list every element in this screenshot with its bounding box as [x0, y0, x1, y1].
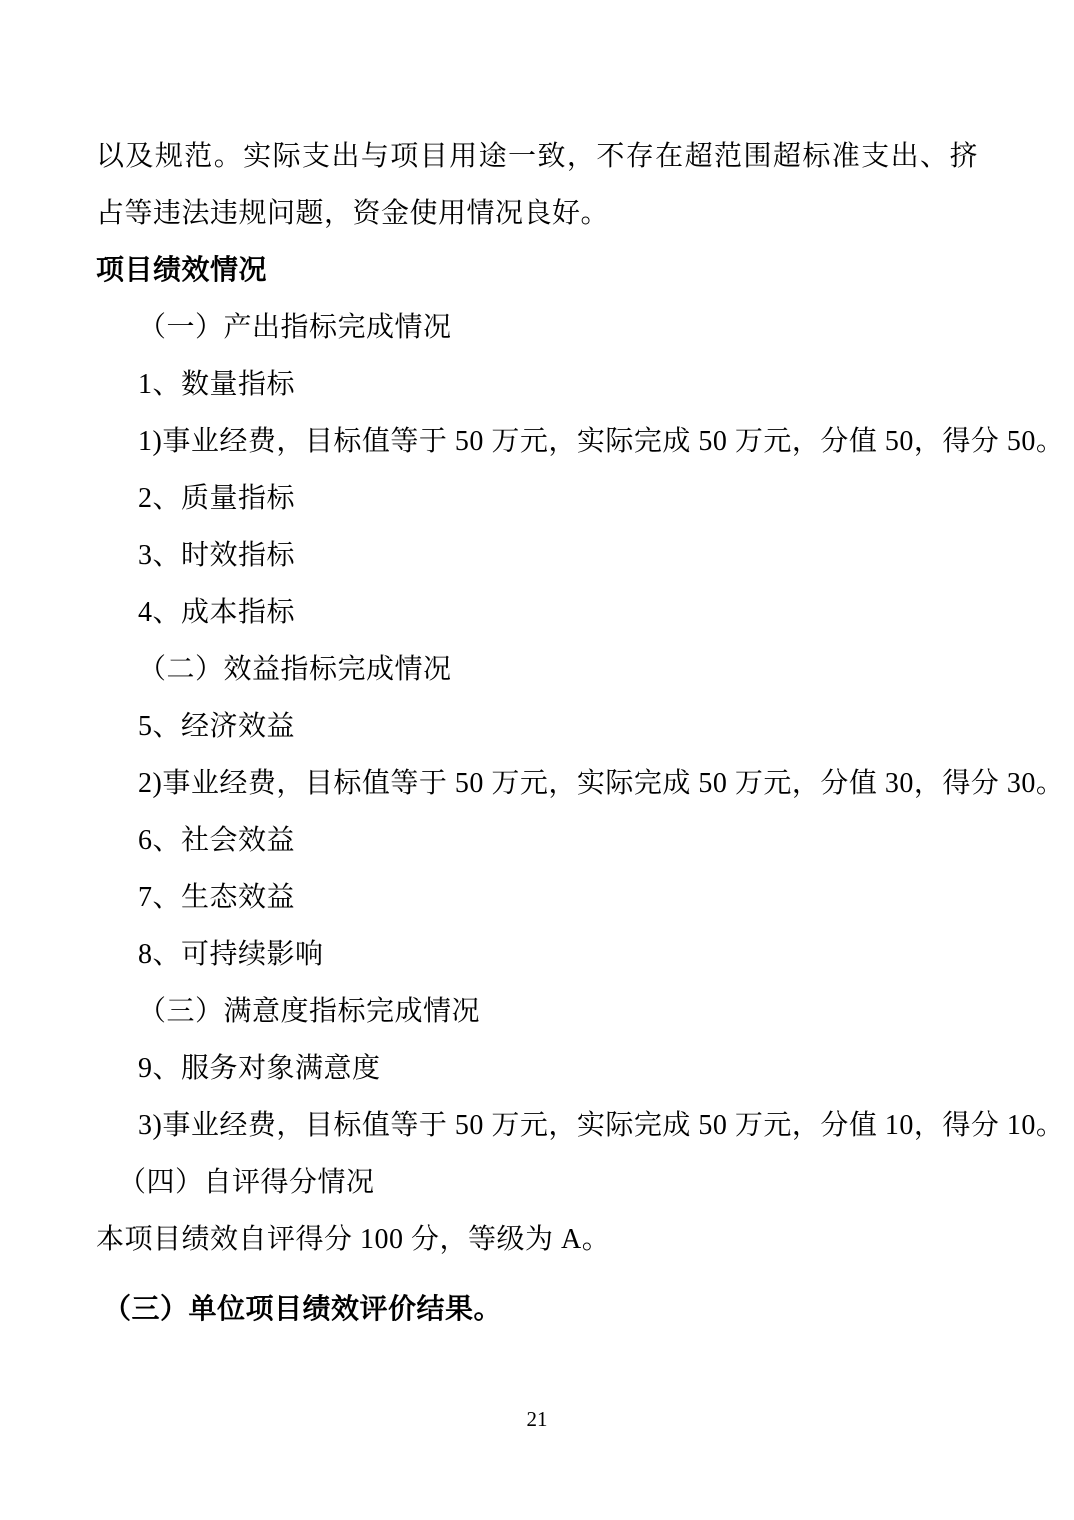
item-ecological-benefit: 7、生态效益	[138, 882, 296, 913]
document-body	[96, 0, 1065, 1338]
item-economic-benefit: 5、经济效益	[138, 711, 296, 742]
item-sustainable-impact: 8、可持续影响	[138, 939, 324, 970]
section-satisfaction-indicators: （三）满意度指标完成情况	[138, 996, 481, 1027]
heading-project-performance: 项目绩效情况	[96, 255, 268, 286]
metric-economic-detail: 2)事业经费，目标值等于 50 万元，实际完成 50 万元，分值 30，得分 30。	[138, 768, 1065, 799]
paragraph-self-score-result: 本项目绩效自评得分 100 分，等级为 A。	[96, 1224, 611, 1255]
item-service-satisfaction: 9、服务对象满意度	[138, 1053, 381, 1084]
section-benefit-indicators: （二）效益指标完成情况	[138, 654, 452, 685]
item-cost-indicator: 4、成本指标	[138, 597, 296, 628]
item-timeliness-indicator: 3、时效指标	[138, 540, 296, 571]
metric-satisfaction-detail: 3)事业经费，目标值等于 50 万元，实际完成 50 万元，分值 10，得分 10。	[138, 1110, 1065, 1141]
item-quality-indicator: 2、质量指标	[138, 483, 296, 514]
paragraph-funding-usage: 以及规范。实际支出与项目用途一致，不存在超范围超标准支出、挤占等违法违规问题，资金使用情况良好。	[96, 141, 978, 229]
metric-quantity-detail: 1)事业经费，目标值等于 50 万元，实际完成 50 万元，分值 50，得分 50。	[138, 426, 1065, 457]
section-output-indicators: （一）产出指标完成情况	[138, 312, 452, 343]
item-quantity-indicator: 1、数量指标	[138, 369, 296, 400]
section-self-score: （四）自评得分情况	[118, 1167, 375, 1198]
heading-unit-evaluation-result: （三）单位项目绩效评价结果。	[103, 1294, 503, 1325]
item-social-benefit: 6、社会效益	[138, 825, 296, 856]
page-number: 21	[526, 1407, 548, 1431]
